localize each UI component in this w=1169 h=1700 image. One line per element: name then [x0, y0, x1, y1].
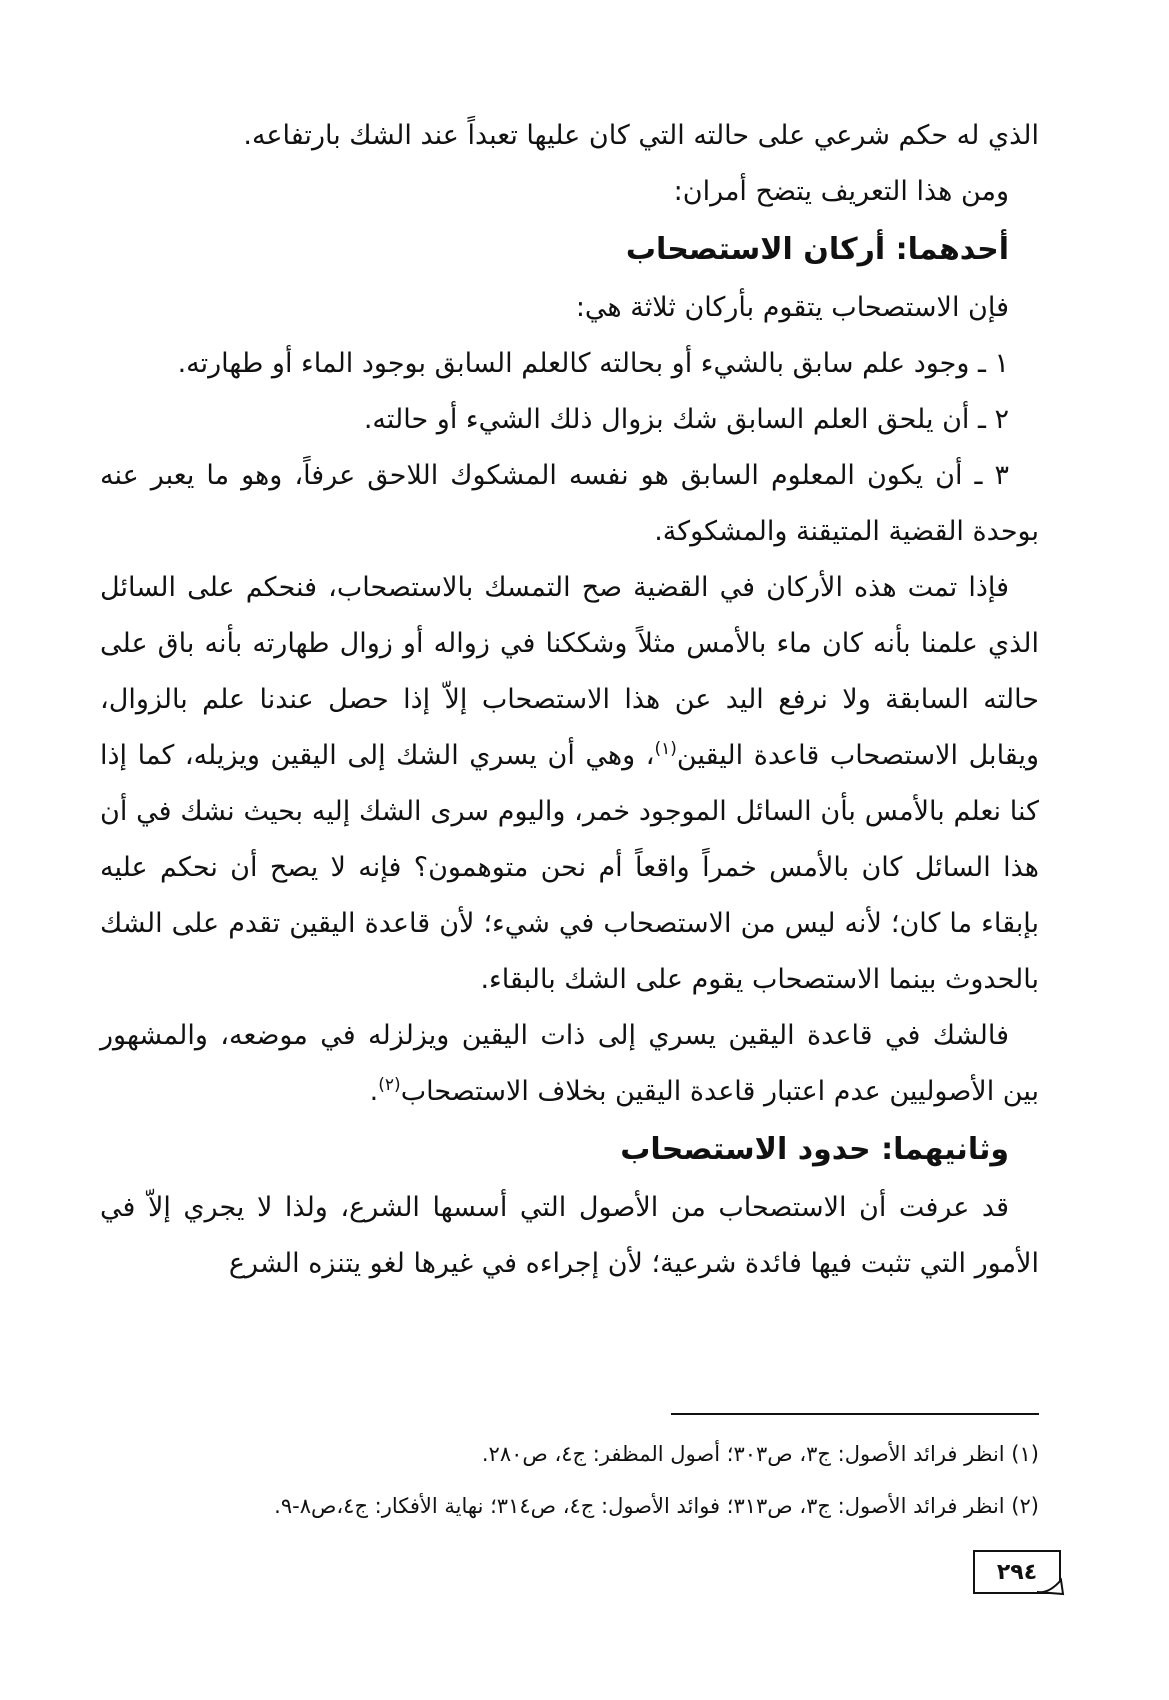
section-heading: أحدهما: أركان الاستصحاب [625, 232, 1009, 267]
paragraph: الذي له حكم شرعي على حالته التي كان عليها تعبداً عند الشك بارتفاعه. [243, 120, 1039, 151]
section-heading: وثانيهما: حدود الاستصحاب [620, 1132, 1009, 1167]
paragraph [100, 560, 1039, 1008]
paragraph: قد عرفت أن الاستصحاب من الأصول التي أسسها الشرع، ولذا لا يجري إلاّ في الأمور التي تثبت فيها فائدة شرعية؛ لأن إجراءه في غيرها لغو يتنزه الشرع [100, 1192, 1039, 1279]
paragraph [100, 1008, 1039, 1120]
paragraph-text: ، وهي أن يسري الشك إلى اليقين ويزيله، كما إذا كنا نعلم بالأمس بأن السائل الموجود خمر، واليوم سرى الشك إليه بحيث نشك في أن هذا السائل كان بالأمس خمراً واقعاً أم نحن متوهمون؟ فإنه لا يصح أن نحكم عليه بإبقاء ما كان؛ لأنه ليس من الاستصحاب في شيء؛ لأن قاعدة اليقين تقدم على الشك بالحدوث بينما الاستصحاب يقوم على الشك بالبقاء. [100, 740, 1039, 995]
footnote: (١) انظر فرائد الأصول: ج٣، ص٣٠٣؛ أصول المظفر: ج٤، ص٢٨٠. [481, 1442, 1039, 1466]
main-text [100, 108, 1039, 1292]
footnote-separator [671, 1413, 1039, 1415]
paragraph: ومن هذا التعريف يتضح أمران: [673, 176, 1009, 207]
page-curl-icon [1035, 1576, 1065, 1596]
list-item: ٢ ـ أن يلحق العلم السابق شك بزوال ذلك الشيء أو حالته. [363, 404, 1009, 435]
list-item: ١ ـ وجود علم سابق بالشيء أو بحالته كالعلم السابق بوجود الماء أو طهارته. [177, 348, 1009, 379]
page-number: ٢٩٤ [973, 1550, 1061, 1594]
footnote: (٢) انظر فرائد الأصول: ج٣، ص٣١٣؛ فوائد الأصول: ج٤، ص٣١٤؛ نهاية الأفكار: ج٤،ص٨-٩. [274, 1494, 1039, 1518]
paragraph-text: فإذا تمت هذه الأركان في القضية صح التمسك بالاستصحاب، فنحكم على السائل الذي علمنا بأنه كان ماء بالأمس مثلاً وشككنا في زواله أو زوال طهارته بأنه باق على حالته السابقة ولا نرفع اليد عن هذا الاستصحاب إلاّ إذا حصل عندنا علم بالزوال، ويقابل الاستصحاب قاعدة اليقين [100, 572, 1040, 771]
footnotes [100, 1428, 1039, 1532]
footnote-ref: (٢) [378, 1075, 401, 1095]
list-item: ٣ ـ أن يكون المعلوم السابق هو نفسه المشكوك اللاحق عرفاً، وهو ما يعبر عنه بوحدة القضية المتيقنة والمشكوكة. [100, 460, 1039, 547]
paragraph-text: فالشك في قاعدة اليقين يسري إلى ذات اليقين ويزلزله في موضعه، والمشهور بين الأصوليين عدم اعتبار قاعدة اليقين بخلاف الاستصحاب [100, 1020, 1039, 1107]
paragraph-text: . [369, 1076, 379, 1107]
paragraph: فإن الاستصحاب يتقوم بأركان ثلاثة هي: [575, 292, 1009, 323]
footnote-ref: (١) [654, 739, 677, 759]
